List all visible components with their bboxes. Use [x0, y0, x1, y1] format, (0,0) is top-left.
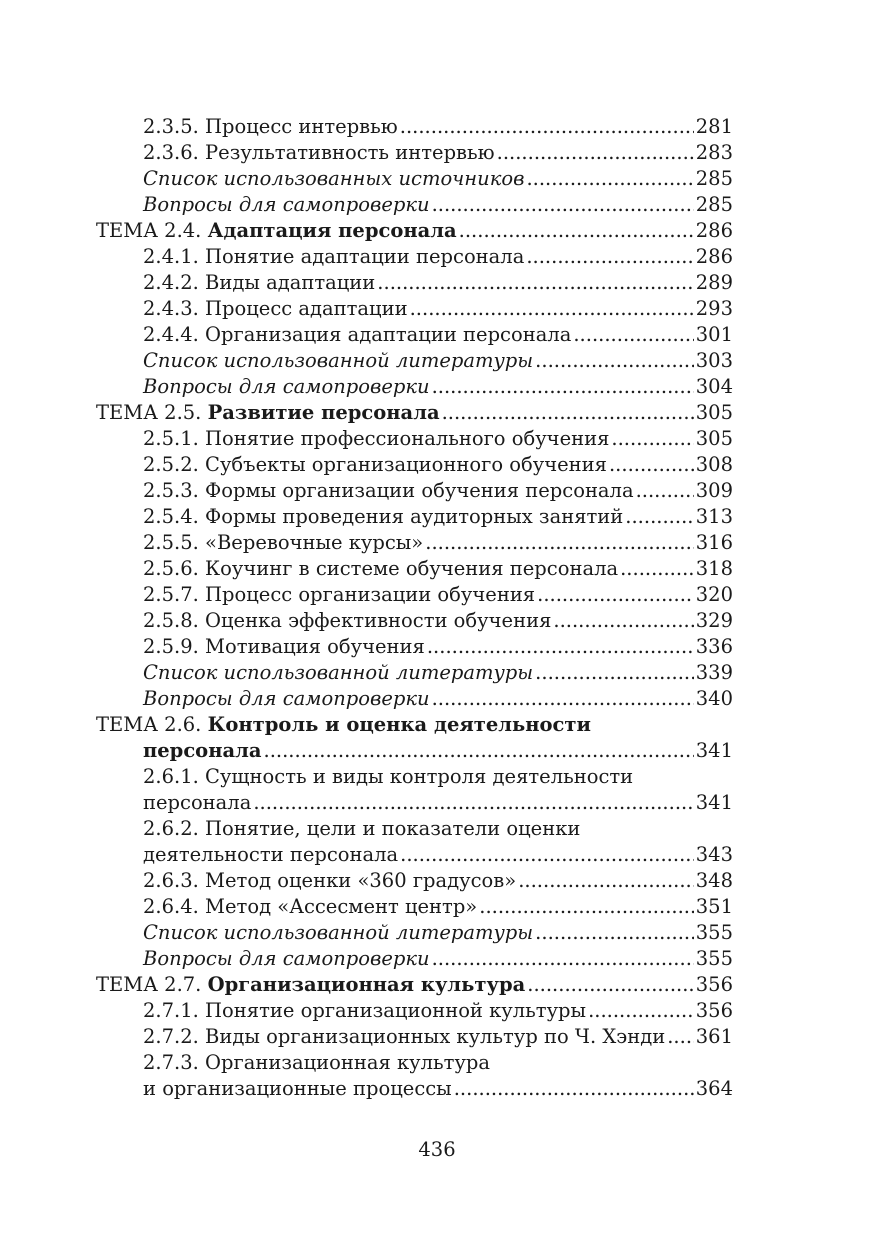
dot-leader: [518, 868, 694, 894]
toc-entry-title: [143, 686, 430, 712]
toc-entry-row: [96, 426, 733, 452]
toc-entry-text: Коучинг в системе обучения персонала: [205, 557, 619, 580]
toc-entry-text: и организационные процессы: [143, 1077, 452, 1100]
toc-entry-number: 2.5.6.: [143, 557, 199, 580]
toc-entry-title: [143, 1050, 490, 1076]
dot-leader: [588, 998, 694, 1024]
toc-page-number: 336: [695, 635, 733, 658]
toc-entry-text: Организационная культура: [205, 1051, 491, 1074]
dot-leader: [526, 166, 693, 192]
toc-entry-number: 2.4.1.: [143, 245, 199, 268]
dot-leader: [377, 270, 693, 296]
toc-entry-number: 2.7.2.: [143, 1025, 199, 1048]
dot-leader: [497, 140, 694, 166]
toc-entry-number: 2.6.1.: [143, 765, 199, 788]
toc-page-number: 283: [695, 141, 733, 164]
toc-entry-text: Виды организационных культур по Ч. Хэнди: [205, 1025, 666, 1048]
toc-page-number: 320: [695, 583, 733, 606]
toc-entry-number: ТЕМА 2.7.: [96, 973, 202, 996]
dot-leader: [625, 504, 693, 530]
toc-entry-text: Процесс интервью: [205, 115, 398, 138]
toc-entry-title: [143, 1024, 665, 1050]
toc-entry-text: Список использованной литературы: [143, 661, 534, 684]
toc-entry-row: [96, 1050, 733, 1076]
toc-entry-number: 2.3.5.: [143, 115, 199, 138]
toc-entry-row: [96, 1024, 733, 1050]
toc-entry-title: [143, 166, 524, 192]
toc-entry-title: [96, 218, 457, 244]
dot-leader: [636, 478, 694, 504]
toc-entry-text: Понятие профессионального обучения: [205, 427, 610, 450]
toc-entry-row: [96, 166, 733, 192]
toc-entry-number: 2.3.6.: [143, 141, 199, 164]
toc-entry-title: [143, 452, 607, 478]
toc-entry-row: [96, 946, 733, 972]
toc-entry-number: 2.5.9.: [143, 635, 199, 658]
toc-page-number: 343: [695, 843, 733, 866]
toc-entry-number: 2.7.3.: [143, 1051, 199, 1074]
dot-leader: [459, 218, 694, 244]
toc-entry-title: [143, 660, 533, 686]
toc-entry-number: 2.7.1.: [143, 999, 199, 1022]
toc-entry-title: [143, 738, 262, 764]
toc-entry-number: 2.4.2.: [143, 271, 199, 294]
dot-leader: [400, 114, 694, 140]
toc-entry-text: персонала: [143, 739, 262, 762]
toc-entry-title: [143, 946, 430, 972]
dot-leader: [427, 634, 694, 660]
dot-leader: [537, 582, 694, 608]
toc-entry-text: Понятие, цели и показатели оценки: [205, 817, 581, 840]
toc-entry-number: 2.5.4.: [143, 505, 199, 528]
toc-entry-text: Понятие адаптации персонала: [205, 245, 525, 268]
toc-entry-row: [96, 504, 733, 530]
dot-leader: [425, 530, 694, 556]
toc-entry-row: [96, 608, 733, 634]
toc-page-number: 316: [695, 531, 733, 554]
toc-entry-text: Метод оценки «360 градусов»: [205, 869, 517, 892]
dot-leader: [573, 322, 693, 348]
toc-entry-title: [143, 608, 551, 634]
toc-page-number: 329: [695, 609, 733, 632]
toc-page-number: 341: [695, 739, 733, 762]
toc-entry-title: [143, 244, 524, 270]
toc-page-number: 356: [695, 973, 733, 996]
toc-entry-text: Результативность интервью: [205, 141, 495, 164]
toc-entry-row: [96, 348, 733, 374]
toc-entry-title: [143, 842, 398, 868]
toc-entry-text: Контроль и оценка деятельности: [207, 713, 591, 736]
toc-entry-number: ТЕМА 2.4.: [96, 219, 202, 242]
toc-entry-number: 2.5.8.: [143, 609, 199, 632]
toc-entry-row: [96, 894, 733, 920]
toc-entry-title: [143, 322, 571, 348]
dot-leader: [527, 972, 694, 998]
toc-entry-row: [96, 322, 733, 348]
toc-entry-text: Оценка эффективности обучения: [205, 609, 552, 632]
dot-leader: [620, 556, 694, 582]
toc-entry-text: Процесс организации обучения: [205, 583, 536, 606]
toc-entry-text: Список использованных источников: [143, 167, 525, 190]
page-number: 436: [418, 1138, 456, 1161]
toc-entry-text: Вопросы для самопроверки: [143, 375, 430, 398]
toc-page-number: 285: [695, 167, 733, 190]
toc-entry-title: [96, 712, 591, 738]
toc-entry-number: ТЕМА 2.6.: [96, 713, 202, 736]
toc-entry-text: Сущность и виды контроля деятельности: [205, 765, 634, 788]
toc-page-number: 340: [695, 687, 733, 710]
toc-entry-title: [143, 296, 408, 322]
toc-entry-title: [143, 764, 633, 790]
toc-entry-row: [96, 686, 733, 712]
toc-entry-title: [143, 530, 423, 556]
toc-entry-row: [96, 270, 733, 296]
dot-leader: [432, 374, 694, 400]
dot-leader: [264, 738, 694, 764]
toc-entry-text: Организация адаптации персонала: [205, 323, 572, 346]
dot-leader: [553, 608, 693, 634]
toc-page-number: 305: [695, 401, 733, 424]
toc-entry-number: ТЕМА 2.5.: [96, 401, 202, 424]
toc-entry-text: Понятие организационной культуры: [205, 999, 587, 1022]
toc-topic-row: [96, 738, 733, 764]
dot-leader: [535, 660, 694, 686]
toc-entry-text: Формы организации обучения персонала: [205, 479, 634, 502]
toc-entry-number: 2.5.2.: [143, 453, 199, 476]
dot-leader: [526, 244, 693, 270]
toc-entry-title: [143, 998, 586, 1024]
toc-entry-title: [143, 270, 375, 296]
toc-topic-row: [96, 400, 733, 426]
toc-entry-row: [96, 764, 733, 790]
toc-entry-row: [96, 556, 733, 582]
toc-entry-title: [143, 192, 430, 218]
toc-entry-title: [143, 634, 425, 660]
toc-entry-number: 2.4.3.: [143, 297, 199, 320]
toc-page-number: 286: [695, 245, 733, 268]
toc-entry-text: персонала: [143, 791, 252, 814]
dot-leader: [611, 426, 693, 452]
toc-entry-row: [96, 1076, 733, 1102]
toc-entry-title: [143, 816, 580, 842]
toc-page-number: 285: [695, 193, 733, 216]
toc-entry-text: Вопросы для самопроверки: [143, 947, 430, 970]
toc-entry-text: Организационная культура: [207, 973, 526, 996]
toc-entry-row: [96, 790, 733, 816]
toc-entry-row: [96, 634, 733, 660]
toc-entry-text: Список использованной литературы: [143, 349, 534, 372]
toc-entry-number: 2.4.4.: [143, 323, 199, 346]
toc-entry-row: [96, 140, 733, 166]
toc-page-number: 286: [695, 219, 733, 242]
toc-entry-title: [143, 868, 516, 894]
toc-entry-title: [143, 140, 495, 166]
toc-entry-title: [143, 790, 251, 816]
toc-page-number: 293: [695, 297, 733, 320]
toc-page-number: 341: [695, 791, 733, 814]
toc-entry-row: [96, 660, 733, 686]
toc-entry-title: [143, 920, 533, 946]
toc-entry-text: Субъекты организационного обучения: [205, 453, 607, 476]
toc-page-number: 304: [695, 375, 733, 398]
toc-entry-title: [96, 400, 440, 426]
toc-entry-row: [96, 114, 733, 140]
toc-entry-number: 2.5.3.: [143, 479, 199, 502]
toc-entry-row: [96, 244, 733, 270]
toc-entry-title: [143, 1076, 452, 1102]
toc-entry-title: [143, 374, 430, 400]
toc-entry-text: Процесс адаптации: [205, 297, 408, 320]
dot-leader: [535, 348, 694, 374]
toc-entry-text: деятельности персонала: [143, 843, 399, 866]
toc-entry-text: Метод «Ассесмент центр»: [205, 895, 478, 918]
dot-leader: [479, 894, 694, 920]
toc-entry-number: 2.6.4.: [143, 895, 199, 918]
toc-entry-text: Развитие персонала: [207, 401, 440, 424]
toc-entry-text: Виды адаптации: [205, 271, 376, 294]
dot-leader: [454, 1076, 694, 1102]
dot-leader: [442, 400, 694, 426]
toc-page-number: 313: [695, 505, 733, 528]
toc-entry-text: Адаптация персонала: [207, 219, 457, 242]
toc-page-number: 308: [695, 453, 733, 476]
toc-entry-title: [96, 972, 525, 998]
toc-entry-text: Формы проведения аудиторных занятий: [205, 505, 624, 528]
toc-entry-title: [143, 504, 623, 530]
toc-entry-row: [96, 582, 733, 608]
toc-topic-row: [96, 712, 733, 738]
toc-page-number: 355: [695, 921, 733, 944]
toc-entry-title: [143, 894, 477, 920]
toc-page-number: 355: [695, 947, 733, 970]
toc-entry-text: «Веревочные курсы»: [205, 531, 424, 554]
toc-entry-number: 2.6.2.: [143, 817, 199, 840]
toc-entry-row: [96, 296, 733, 322]
toc-page-number: 305: [695, 427, 733, 450]
toc-entry-title: [143, 556, 618, 582]
toc-entry-row: [96, 192, 733, 218]
toc-page-number: 348: [695, 869, 733, 892]
dot-leader: [535, 920, 694, 946]
dot-leader: [432, 946, 694, 972]
toc-entry-text: Мотивация обучения: [205, 635, 425, 658]
toc-topic-row: [96, 972, 733, 998]
toc-entry-row: [96, 530, 733, 556]
toc-entry-text: Список использованной литературы: [143, 921, 534, 944]
dot-leader: [253, 790, 693, 816]
toc-entry-row: [96, 998, 733, 1024]
toc-entry-number: 2.5.5.: [143, 531, 199, 554]
toc-entry-row: [96, 374, 733, 400]
dot-leader: [432, 686, 694, 712]
toc-entry-row: [96, 816, 733, 842]
toc-entry-number: 2.5.7.: [143, 583, 199, 606]
toc-page-number: 361: [695, 1025, 733, 1048]
toc-entry-row: [96, 920, 733, 946]
toc-page-number: 339: [695, 661, 733, 684]
toc-entry-title: [143, 426, 609, 452]
toc-page-number: 303: [695, 349, 733, 372]
toc-entry-text: Вопросы для самопроверки: [143, 193, 430, 216]
toc-page-number: 356: [695, 999, 733, 1022]
toc-entry-title: [143, 348, 533, 374]
toc-entry-title: [143, 582, 535, 608]
toc-page-number: 289: [695, 271, 733, 294]
table-of-contents: [96, 114, 733, 1102]
toc-topic-row: [96, 218, 733, 244]
toc-entry-title: [143, 114, 398, 140]
toc-page-number: 364: [695, 1077, 733, 1100]
toc-entry-row: [96, 842, 733, 868]
toc-entry-text: Вопросы для самопроверки: [143, 687, 430, 710]
toc-entry-number: 2.6.3.: [143, 869, 199, 892]
toc-page-number: 281: [695, 115, 733, 138]
dot-leader: [400, 842, 694, 868]
dot-leader: [432, 192, 694, 218]
toc-entry-row: [96, 452, 733, 478]
toc-entry-row: [96, 868, 733, 894]
toc-page-number: 351: [695, 895, 733, 918]
toc-page-number: 309: [695, 479, 733, 502]
toc-page-number: 301: [695, 323, 733, 346]
toc-page-number: 318: [695, 557, 733, 580]
toc-entry-number: 2.5.1.: [143, 427, 199, 450]
toc-entry-title: [143, 478, 634, 504]
dot-leader: [667, 1024, 694, 1050]
dot-leader: [410, 296, 694, 322]
toc-entry-row: [96, 478, 733, 504]
dot-leader: [609, 452, 694, 478]
